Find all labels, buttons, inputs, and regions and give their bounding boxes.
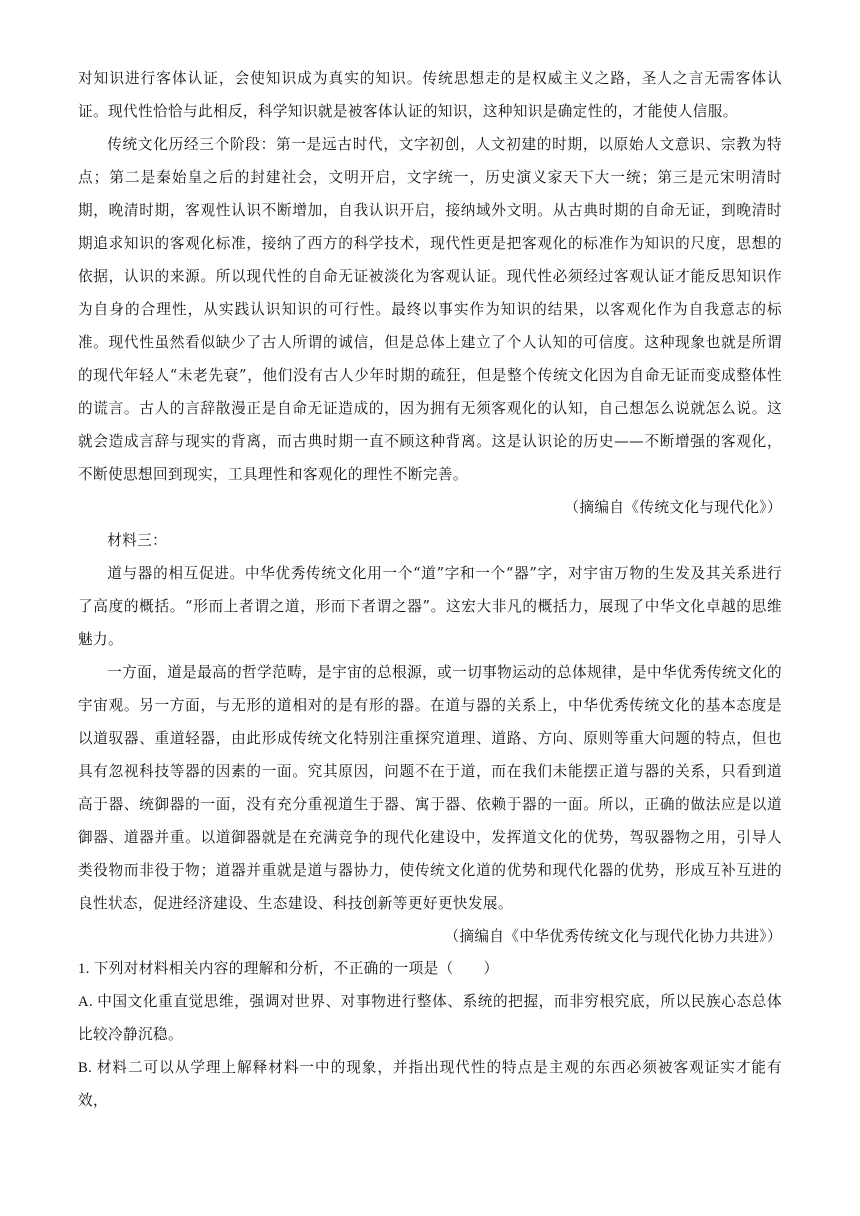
question-1-stem: 1. 下列对材料相关内容的理解和分析，不正确的一项是（ ） bbox=[78, 961, 499, 977]
question-1-option-b: B. 材料二可以从学理上解释材料一中的现象，并指出现代性的特点是主观的东西必须被客观证实才能有效， bbox=[78, 1060, 782, 1109]
material3-paragraph-1: 道与器的相互促进。中华优秀传统文化用一个“道”字和一个“器”字，对宇宙万物的生发及其关系进行了高度的概括。“形而上者谓之道，形而下者谓之器”。这宏大非凡的概括力，展现了中华文化卓越的思维魅力。 bbox=[78, 565, 782, 648]
material3-heading: 材料三： bbox=[107, 532, 168, 549]
question-1-option-a: A. 中国文化重直觉思维，强调对世界、对事物进行整体、系统的把握，而非穷根究底，所以民族心态总体比较冷静沉稳。 bbox=[78, 994, 782, 1043]
material3-paragraph-2: 一方面，道是最高的哲学范畴，是宇宙的总根源，或一切事物运动的总体规律，是中华优秀传统文化的宇宙观。另一方面，与无形的道相对的是有形的器。在道与器的关系上，中华优秀传统文化的基本态度是以道驭器、重道轻器，由此形成传统文化特别注重探究道理、道路、方向、原则等重大问题的特点，但也具有忽视科技等器的因素的一面。究其原因，问题不在于道，而在我们未能摆正道与器的关系，只看到道高于器、统御器的一面，没有充分重视道生于器、寓于器、依赖于器的一面。所以，正确的做法应是以道御器、道器并重。以道御器就是在充满竞争的现代化建设中，发挥道文化的优势，驾驭器物之用，引导人类役物而非役于物；道器并重就是道与器协力，使传统文化道的优势和现代化器的优势，形成互补互进的良性状态，促进经济建设、生态建设、科技创新等更好更快发展。 bbox=[78, 664, 782, 912]
material2-source: （摘编自《传统文化与现代化》） bbox=[564, 499, 782, 516]
material2-paragraph-1: 对知识进行客体认证，会使知识成为真实的知识。传统思想走的是权威主义之路，圣人之言无需客体认证。现代性恰恰与此相反，科学知识就是被客体认证的知识，这种知识是确定性的，才能使人信服。 bbox=[78, 70, 782, 120]
material2-paragraph-2: 传统文化历经三个阶段：第一是远古时代，文字初创，人文初建的时期，以原始人文意识、宗教为特点；第二是秦始皇之后的封建社会，文明开启，文字统一，历史演义家天下大一统；第三是元宋明清时期，晚清时期，客观性认识不断增加，自我认识开启，接纳域外文明。从古典时期的自命无证，到晚清时期追求知识的客观化标准，接纳了西方的科学技术，现代性更是把客观化的标准作为知识的尺度，思想的依据，认识的来源。所以现代性的自命无证被淡化为客观认证。现代性必须经过客观认证才能反思知识作为自身的合理性，从实践认识知识的可行性。最终以事实作为知识的结果，以客观化作为自我意志的标准。现代性虽然看似缺少了古人所谓的诚信，但是总体上建立了个人认知的可信度。这种现象也就是所谓的现代年轻人“未老先衰”，他们没有古人少年时期的疏狂，但是整个传统文化因为自命无证而变成整体性的谎言。古人的言辞散漫正是自命无证造成的，因为拥有无须客观化的认知，自己想怎么说就怎么说。这就会造成言辞与现实的背离，而古典时期一直不顾这种背离。这是认识论的历史——不断增强的客观化，不断使思想回到现实，工具理性和客观化的理性不断完善。 bbox=[78, 136, 782, 483]
material3-source: （摘编自《中华优秀传统文化与现代化协力共进》） bbox=[444, 928, 782, 945]
